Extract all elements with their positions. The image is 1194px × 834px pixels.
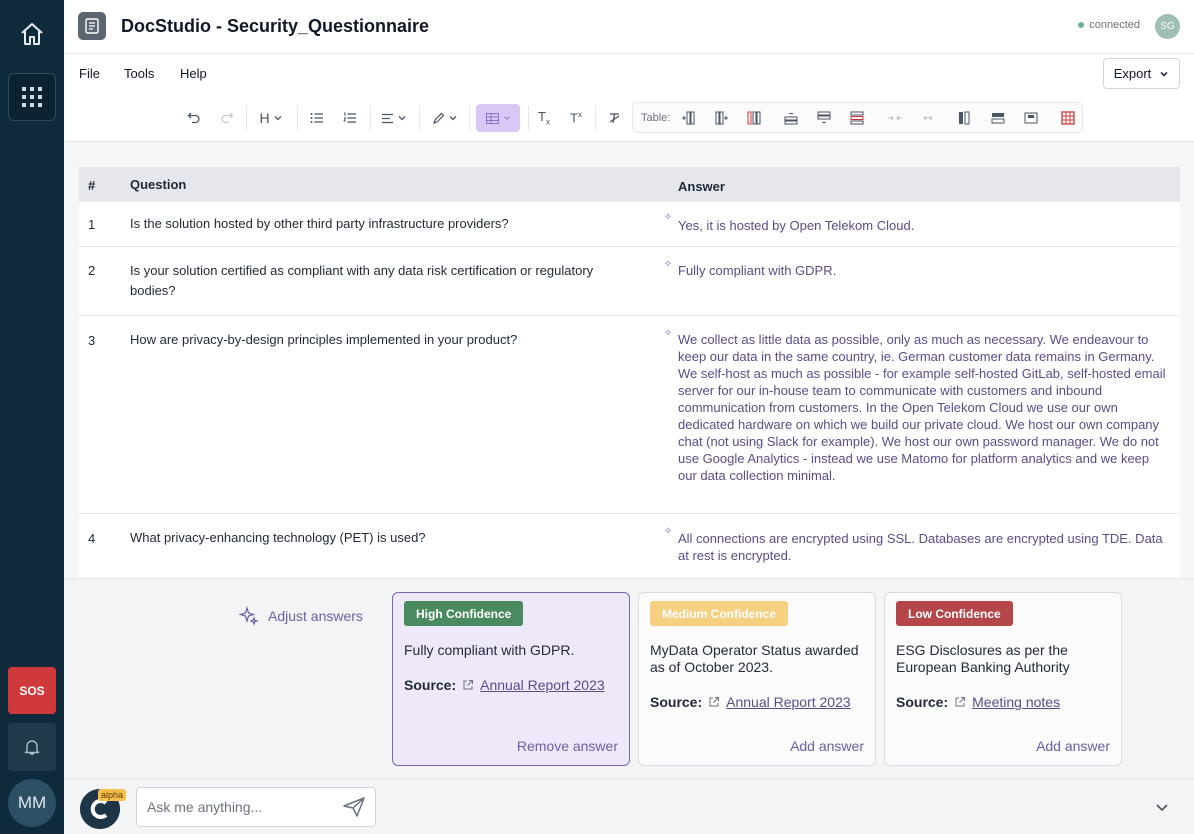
status-dot-icon — [1078, 22, 1084, 28]
sidebar — [0, 0, 64, 834]
export-label: Export — [1113, 66, 1152, 81]
heading-dropdown[interactable] — [256, 104, 286, 132]
bullet-list-icon[interactable] — [307, 104, 327, 132]
toggle-header-cell-icon[interactable] — [1021, 108, 1041, 128]
editor-toolbar — [64, 94, 1194, 142]
menu-file[interactable]: File — [79, 66, 100, 81]
external-link-icon — [462, 679, 474, 691]
numbered-list-icon[interactable] — [340, 104, 360, 132]
document-area — [64, 142, 1194, 578]
answer-text[interactable]: Fully compliant with GDPR. — [678, 263, 837, 278]
undo-icon[interactable] — [184, 104, 204, 132]
column-header-answer: Answer — [678, 179, 725, 194]
questionnaire-table — [79, 167, 1180, 578]
add-row-before-icon[interactable] — [781, 108, 801, 128]
toggle-header-row-icon[interactable] — [988, 108, 1008, 128]
suggestion-card-low[interactable] — [884, 592, 1122, 766]
pen-icon — [432, 112, 445, 125]
chevron-down-icon — [273, 113, 283, 123]
chevron-down-icon[interactable] — [1154, 799, 1170, 815]
source-link[interactable]: Meeting notes — [972, 694, 1061, 710]
menu-help[interactable]: Help — [180, 66, 207, 81]
table-row[interactable] — [79, 316, 1180, 514]
highlight-dropdown[interactable] — [429, 104, 461, 132]
document-icon — [78, 12, 106, 40]
menu-tools[interactable]: Tools — [124, 66, 155, 81]
ai-sparkle-icon: ✧ — [664, 328, 673, 339]
delete-column-icon[interactable] — [744, 108, 764, 128]
connection-status — [1078, 19, 1140, 31]
table-icon — [486, 113, 499, 124]
source-link[interactable]: Annual Report 2023 — [480, 677, 605, 693]
source-label: Source: — [896, 694, 949, 710]
chevron-down-icon — [503, 114, 511, 122]
row-number: 2 — [88, 263, 96, 278]
answer-text[interactable]: Yes, it is hosted by Open Telekom Cloud. — [678, 218, 915, 233]
chat-input[interactable] — [136, 787, 376, 827]
toolbar-separator — [246, 106, 247, 130]
external-link-icon — [954, 696, 966, 708]
adjust-answers-button[interactable] — [238, 605, 363, 627]
column-header-question: Question — [130, 177, 187, 192]
table-tools — [632, 102, 1083, 133]
chat-bar — [64, 778, 1194, 834]
ai-sparkle-icon: ✧ — [664, 212, 673, 223]
suggestion-source — [650, 694, 851, 710]
question-text[interactable]: Is the solution hosted by other third party infrastructure providers? — [130, 216, 509, 231]
suggestion-source — [896, 694, 1060, 710]
question-text[interactable]: Is your solution certified as compliant with any data risk certification or regulatory bodies? — [130, 263, 594, 298]
suggestion-card-high[interactable] — [392, 592, 630, 766]
table-row[interactable] — [79, 202, 1180, 247]
toolbar-separator — [370, 106, 371, 130]
send-icon[interactable] — [342, 795, 366, 819]
answer-text[interactable]: We collect as little data as possible, only as much as necessary. We endeavour to keep our data in the same country, ie. German customer data remains in Germany. We self-host as much as possible - for example self-hosted GitLab, self-hosted email server for our in-house team to communicate with customers and inbound communication from customers. In the Open Telekom Cloud we use our own dedicated hardware on which we build our private cloud. We host our own company chat (not using Slack for example). We host our own password manager. We do not use Google Analytics - instead we use Matomo for platform analytics and we keep our data collection minimal. — [678, 332, 1166, 483]
suggestion-text: ESG Disclosures as per the European Banking Authority — [896, 642, 1070, 675]
question-text[interactable]: What privacy-enhancing technology (PET) is used? — [130, 530, 426, 545]
align-dropdown[interactable] — [378, 104, 410, 132]
table-row[interactable] — [79, 514, 1180, 578]
confidence-badge: Medium Confidence — [650, 601, 788, 626]
table-row[interactable] — [79, 247, 1180, 316]
connection-status-label: connected — [1089, 19, 1140, 31]
suggestions-panel — [64, 578, 1194, 778]
app-title: DocStudio - Security_Questionnaire — [121, 16, 430, 36]
add-column-after-icon[interactable] — [712, 108, 732, 128]
split-cells-icon[interactable] — [918, 108, 938, 128]
toolbar-separator — [469, 106, 470, 130]
bell-icon[interactable] — [8, 723, 56, 771]
answer-text[interactable]: All connections are encrypted using SSL. Databases are encrypted using TDE. Data at rest is encrypted. — [678, 531, 1163, 563]
confidence-badge: High Confidence — [404, 601, 523, 626]
redo-icon[interactable] — [217, 104, 237, 132]
question-text[interactable]: How are privacy-by-design principles implemented in your product? — [130, 332, 518, 347]
chevron-down-icon — [397, 113, 407, 123]
source-label: Source: — [650, 694, 703, 710]
app-header — [64, 0, 1194, 54]
user-badge[interactable]: SG — [1155, 14, 1180, 39]
toolbar-separator — [528, 106, 529, 130]
home-icon[interactable] — [8, 10, 56, 58]
ai-sparkle-icon: ✧ — [664, 526, 673, 537]
suggestion-text: MyData Operator Status awarded as of October 2023. — [650, 642, 859, 675]
suggestion-card-medium[interactable] — [638, 592, 876, 766]
table-header-row — [79, 167, 1180, 202]
table-tools-label: Table: — [641, 112, 671, 124]
clear-format-icon[interactable] — [604, 104, 624, 132]
align-left-icon — [381, 113, 394, 124]
superscript-icon[interactable]: $T^x$ — [570, 110, 582, 126]
add-row-after-icon[interactable] — [814, 108, 834, 128]
add-answer-button[interactable]: Add answer — [790, 738, 864, 754]
confidence-badge: Low Confidence — [896, 601, 1013, 626]
suggestion-source — [404, 677, 605, 693]
delete-row-icon[interactable] — [847, 108, 867, 128]
toggle-header-column-icon[interactable] — [954, 108, 974, 128]
merge-cells-icon[interactable] — [885, 108, 905, 128]
source-link[interactable]: Annual Report 2023 — [726, 694, 851, 710]
toolbar-separator — [419, 106, 420, 130]
alpha-badge: alpha — [98, 789, 126, 801]
suggestion-text: Fully compliant with GDPR. — [404, 642, 575, 658]
export-button[interactable] — [1103, 58, 1180, 89]
chevron-down-icon — [1159, 69, 1169, 79]
menu-bar — [64, 54, 1194, 94]
table-dropdown[interactable] — [476, 104, 520, 132]
source-label: Source: — [404, 677, 457, 693]
external-link-icon — [708, 696, 720, 708]
ai-sparkle-icon: ✧ — [664, 259, 673, 270]
chevron-down-icon — [448, 113, 458, 123]
toolbar-separator — [297, 106, 298, 130]
adjust-answers-label: Adjust answers — [268, 608, 363, 624]
sos-button[interactable]: SOS — [8, 667, 56, 714]
add-answer-button[interactable]: Add answer — [1036, 738, 1110, 754]
row-number: 1 — [88, 217, 96, 232]
subscript-icon[interactable]: $T_x$ — [538, 109, 550, 127]
remove-answer-button[interactable]: Remove answer — [516, 738, 618, 754]
user-avatar[interactable]: MM — [8, 779, 56, 827]
delete-table-icon[interactable] — [1058, 108, 1078, 128]
row-number: 4 — [88, 531, 96, 546]
add-column-before-icon[interactable] — [678, 108, 698, 128]
row-number: 3 — [88, 333, 96, 348]
heading-label: H — [259, 110, 270, 126]
sparkle-icon — [238, 605, 260, 627]
column-header-number: # — [88, 178, 96, 193]
apps-grid-icon[interactable] — [8, 73, 56, 121]
toolbar-separator — [595, 106, 596, 130]
